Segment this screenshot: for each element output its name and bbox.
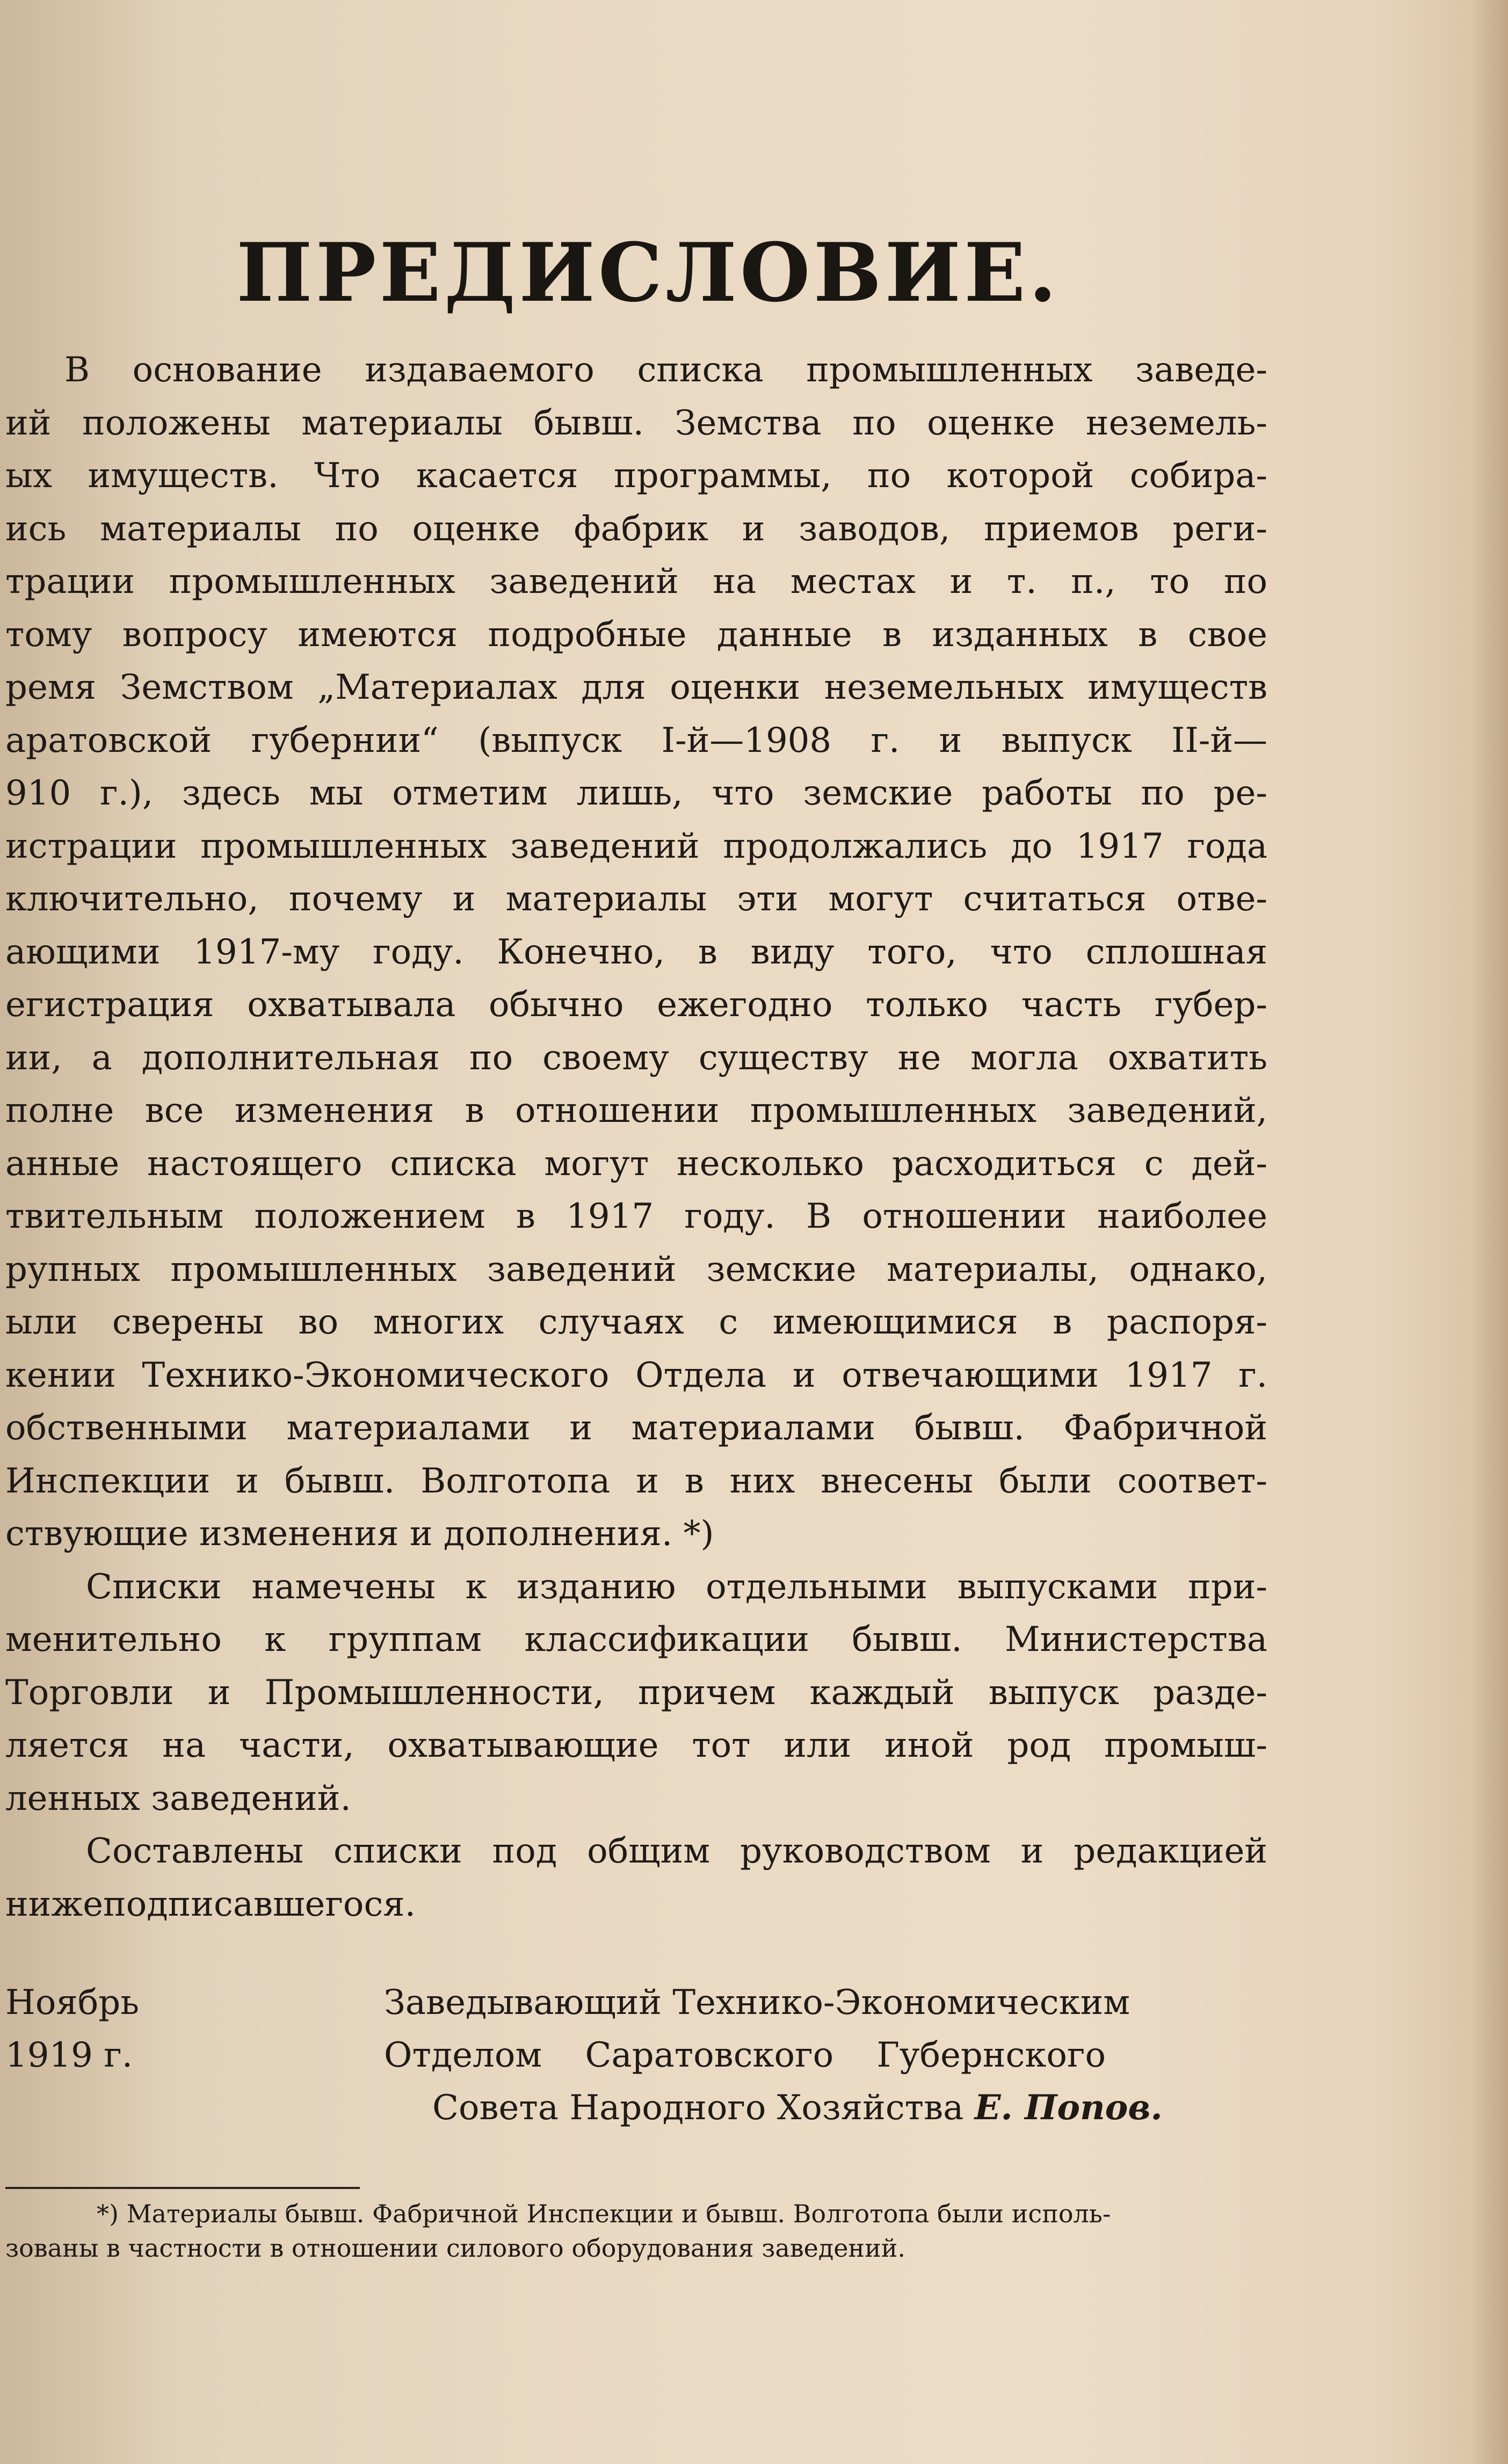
text-line: ключительно, почему и материалы эти могут считаться отве-: [5, 879, 1267, 919]
text-line: В основание издаваемого списка промышленных заведе-: [64, 350, 1267, 390]
date-month: Ноябрь: [5, 1983, 140, 2023]
signature-title-line-text: Совета Народного Хозяйства: [432, 2088, 964, 2128]
signature-date: [5, 1976, 166, 2082]
text-line: Списки намечены к изданию отдельными выпусками при-: [86, 1567, 1267, 1607]
date-year: 1919 г.: [5, 2035, 133, 2075]
body-text: [5, 344, 1267, 1931]
text-line: анные настоящего списка могут несколько расходиться с дей-: [5, 1143, 1267, 1184]
footnote-line: *) Материалы бывш. Фабричной Инспекции и бывш. Волготопа были исполь-: [97, 2199, 1111, 2228]
text-line: обственными материалами и материалами бывш. Фабричной: [5, 1408, 1267, 1448]
paragraph-2: [5, 1561, 1267, 1825]
text-line: аратовской губернии“ (выпуск I-й—1908 г. и выпуск II-й—: [5, 720, 1267, 760]
text-line: Составлены списки под общим руководством и редакцией: [86, 1831, 1267, 1871]
text-line: истрации промышленных заведений продолжались до 1917 года: [5, 826, 1267, 866]
text-line: ии, а дополнительная по своему существу не могла охватить: [5, 1038, 1267, 1078]
text-line: полне все изменения в отношении промышленных заведений,: [5, 1091, 1267, 1130]
text-line: 910 г.), здесь мы отметим лишь, что земские работы по ре-: [5, 773, 1267, 813]
text-line: ленных заведений.: [5, 1778, 351, 1818]
footnote: [5, 2197, 1273, 2265]
text-line: тому вопросу имеются подробные данные в изданных в свое: [5, 614, 1267, 655]
signature-title-line: [384, 2082, 1275, 2134]
text-line: ись материалы по оценке фабрик и заводов, приемов реги-: [5, 509, 1267, 549]
signature-title-line: Отделом Саратовского Губернского: [384, 2035, 1106, 2075]
text-line: ий положены материалы бывш. Земства по оценке неземель-: [5, 403, 1267, 443]
text-line: трации промышленных заведений на местах и т. п., то по: [5, 562, 1267, 601]
text-line: егистрация охватывала обычно ежегодно только часть губер-: [5, 985, 1267, 1025]
text-line: ляется на части, охватывающие тот или иной род промыш-: [5, 1726, 1267, 1765]
text-line: нижеподписавшегося.: [5, 1884, 416, 1924]
paragraph-1: [5, 344, 1267, 1561]
text-line: менительно к группам классификации бывш. Министерства: [5, 1620, 1267, 1659]
signature-title: [384, 1976, 1275, 2134]
footnote-divider: [5, 2187, 360, 2189]
text-line: Торговли и Промышленности, причем каждый выпуск разде-: [5, 1672, 1267, 1713]
signature-title-line: Заведывающий Технико-Экономическим: [384, 1983, 1130, 2023]
signature-block: [0, 1976, 1267, 2159]
text-line: Инспекции и бывш. Волготопа и в них внесены были соответ-: [5, 1461, 1267, 1501]
text-line: ыли сверены во многих случаях с имеющимися в распоря-: [5, 1302, 1267, 1342]
footnote-line: зованы в частности в отношении силового оборудования заведений.: [5, 2234, 906, 2263]
text-line: рупных промышленных заведений земские материалы, однако,: [5, 1249, 1267, 1289]
text-line: кении Технико-Экономического Отдела и отвечающими 1917 г.: [5, 1355, 1267, 1395]
text-line: ающими 1917-му году. Конечно, в виду того, что сплошная: [5, 932, 1267, 972]
text-line: твительным положением в 1917 году. В отношении наиболее: [5, 1197, 1267, 1236]
text-line: ремя Земством „Материалах для оценки неземельных имуществ: [5, 668, 1267, 707]
page-edge-shadow: [1470, 0, 1508, 2464]
text-line: ых имуществ. Что касается программы, по которой собира-: [5, 456, 1267, 496]
signatory-name: Е. Попов.: [974, 2088, 1163, 2128]
paragraph-3: [5, 1825, 1267, 1931]
text-line: ствующие изменения и дополнения. *): [5, 1514, 714, 1554]
page-title: ПРЕДИСЛОВИЕ.: [236, 226, 1060, 320]
